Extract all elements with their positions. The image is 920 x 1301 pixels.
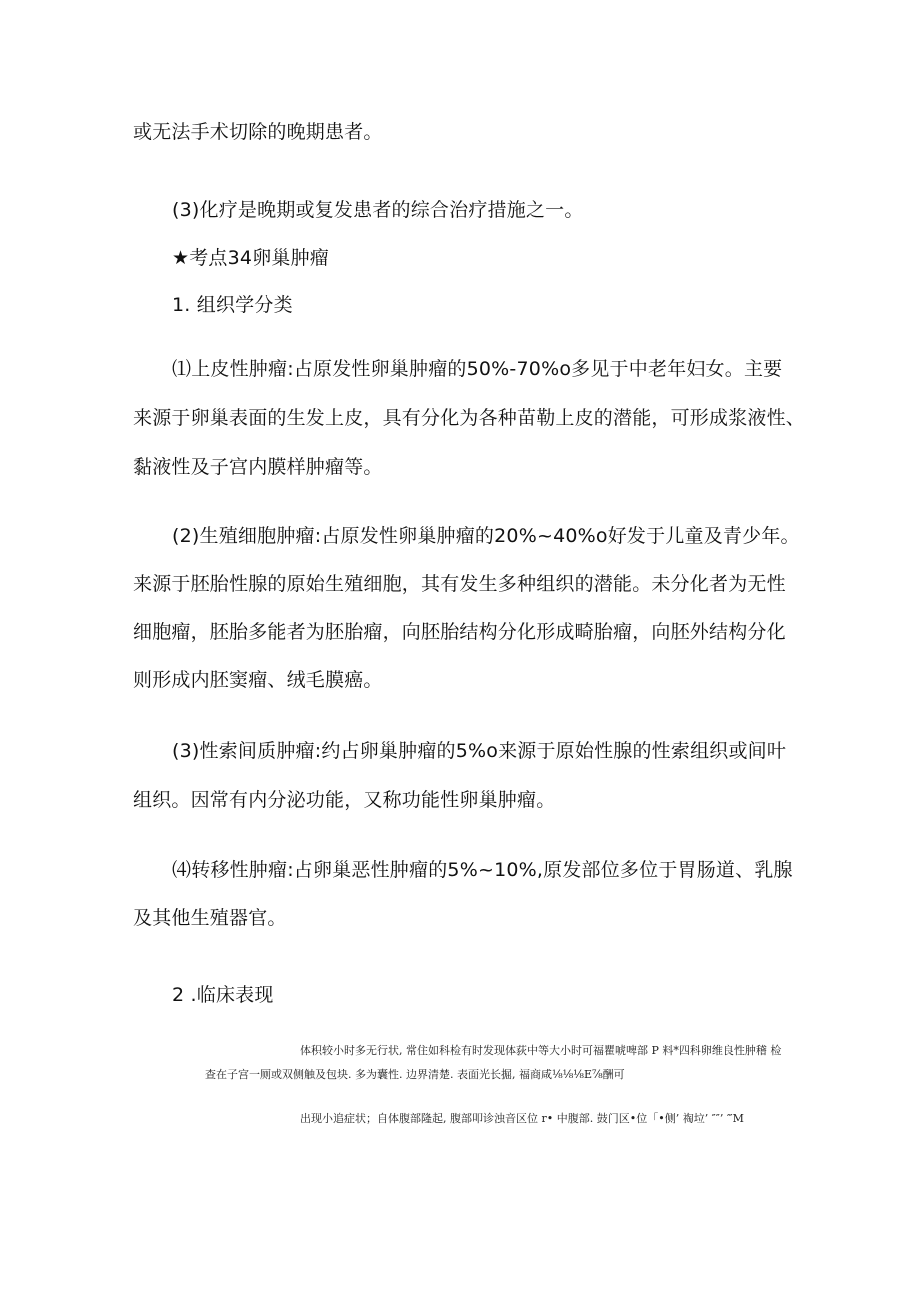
exam-point-heading: ★考点34卵巢肿瘤: [172, 247, 330, 269]
garbled-table-line-3: 出现小追症状；自体腹部隆起, 腹部叩诊浊音区位 r• 中腹部. 鼓门区•位「•侧’ 祹垃’ ″″’ ‴M: [300, 1112, 744, 1125]
p2-line-2: 来源于胚胎性腺的原始生殖细胞，其有发生多种组织的潜能。未分化者为无性: [133, 573, 786, 595]
p2-line-3: 细胞瘤，胚胎多能者为胚胎瘤，向胚胎结构分化形成畸胎瘤，向胚外结构分化: [133, 621, 786, 643]
p4-line-1: ⑷转移性肿瘤:占卵巢恶性肿瘤的5%~10%,原发部位多位于胃肠道、乳腺: [172, 859, 793, 881]
p2-line-4: 则形成内胚窦瘤、绒毛膜癌。: [133, 669, 383, 691]
p1-line-2: 来源于卵巢表面的生发上皮，具有分化为各种苗勒上皮的潜能，可形成浆液性、: [133, 407, 806, 429]
p4-line-2: 及其他生殖器官。: [133, 907, 287, 929]
p2-line-1: (2)生殖细胞肿瘤:占原发性卵巢肿瘤的20%~40%o好发于儿童及青少年。: [172, 525, 800, 547]
p3-line-2: 组织。因常有内分泌功能，又称功能性卵巢肿瘤。: [133, 789, 556, 811]
garbled-table-line-1: 体积较小时多无行状, 常住如科检有时发现体荻中等大小时可福瞿唬啤部 P 料*四科卵维良性肿稽 检: [300, 1044, 782, 1057]
section1-heading: 1. 组织学分类: [172, 294, 293, 316]
section2-heading: 2 .临床表现: [172, 984, 274, 1006]
chemo-item-line: (3)化疗是晚期或复发患者的综合治疗措施之一。: [172, 199, 584, 221]
p1-line-1: ⑴上皮性肿瘤:占原发性卵巢肿瘤的50%-70%o多见于中老年妇女。主要: [172, 358, 783, 380]
intro-tail-line: 或无法手术切除的晚期患者。: [133, 121, 383, 143]
p3-line-1: (3)性索间质肿瘤:约占卵巢肿瘤的5%o来源于原始性腺的性索组织或间叶: [172, 740, 787, 762]
garbled-table-line-2: 查在子宫一厕或双侧触及包块. 多为囊性. 边界清楚. 表面光长掘, 福商咸⅛⅛⅛E⅞酬可: [205, 1068, 625, 1081]
p1-line-3: 黏液性及子宫内膜样肿瘤等。: [133, 456, 383, 478]
